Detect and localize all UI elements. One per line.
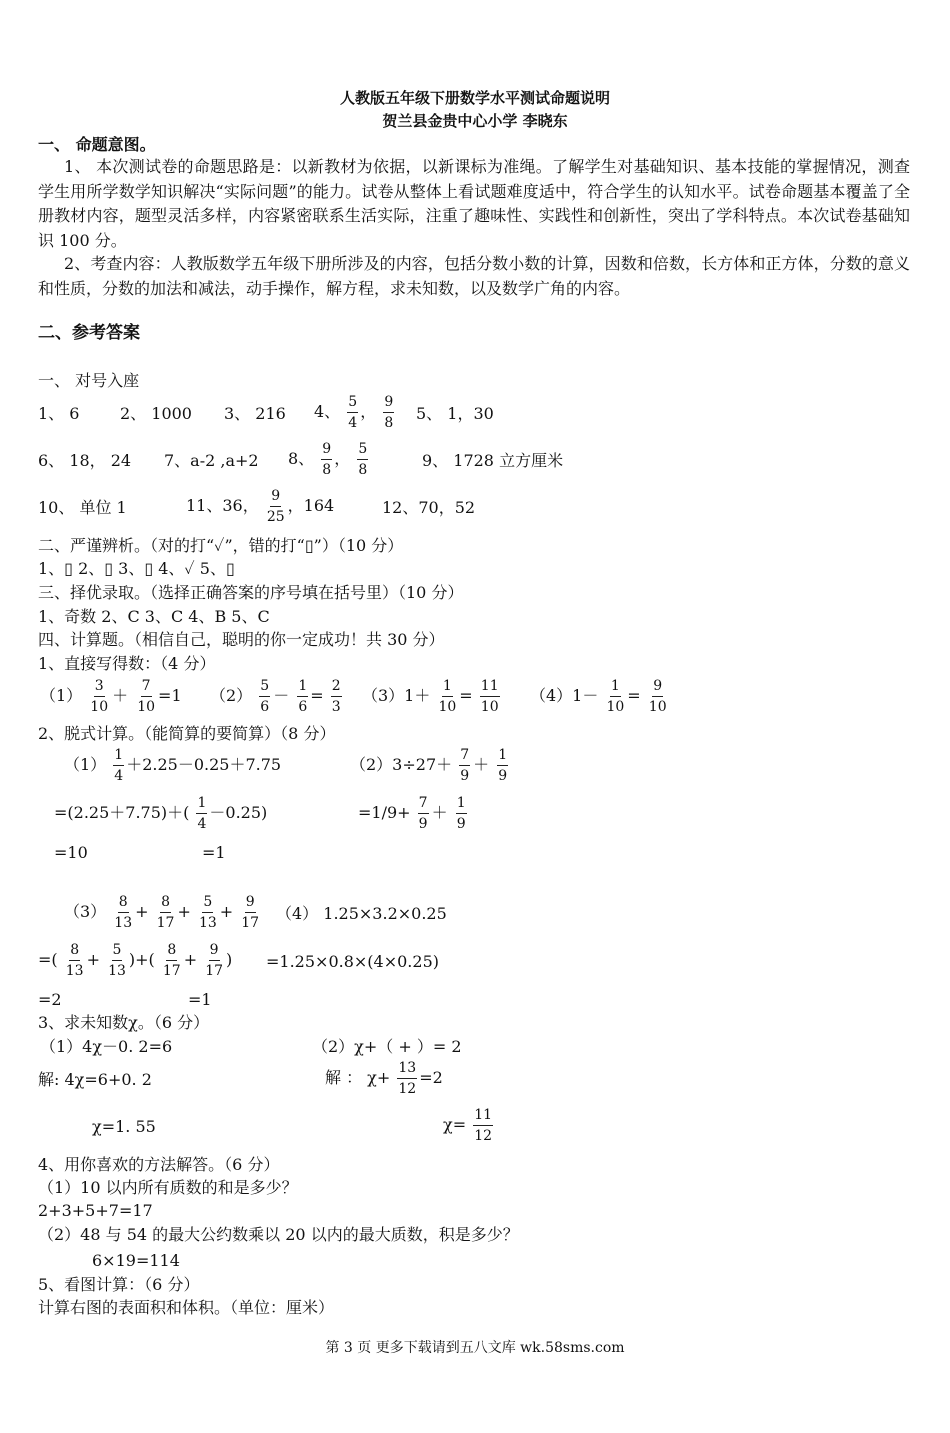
fraction: $\frac{1}{10}$	[438, 678, 457, 715]
q3-item-1-step-1: 解: 4χ=6+0. 2	[38, 1070, 152, 1089]
q3-item-1-step-2: χ=1. 55	[92, 1117, 156, 1136]
q4-answer-1: 2+3+5+7=17	[38, 1201, 153, 1220]
part-4-q2-heading: 2、脱式计算。（能简算的要简算）（8 分）	[38, 724, 336, 743]
part-4-q1-heading: 1、直接写得数：（4 分）	[38, 654, 216, 673]
section-2-heading: 二、参考答案	[38, 323, 140, 343]
part-1-answer-11: 11、36， $\frac{9}{25}$ ，164	[186, 488, 335, 525]
fraction: $\frac{7}{9}$	[460, 747, 470, 784]
q4-answer-2: 6×19=114	[92, 1251, 180, 1270]
section-1-paragraph-2: 2、考查内容：人教版数学五年级下册所涉及的内容，包括分数小数的计算，因数和倍数，长方体和正方体，分数的意义和性质，分数的加法和减法，动手操作，解方程，求未知数，以及数学广角的内容。	[38, 254, 910, 298]
fraction: $\frac{1}{10}$	[606, 678, 625, 715]
part-4-q5-heading: 5、看图计算：（6 分）	[38, 1275, 200, 1294]
part-4-heading: 四、计算题。（相信自己，聪明的你一定成功！共 30 分）	[38, 630, 445, 649]
fraction: $\frac{9}{25}$	[266, 488, 285, 525]
q1-item-4: （4）1－ $\frac{1}{10}$ = $\frac{9}{10}$	[530, 678, 667, 715]
part-1-heading: 一、 对号入座	[38, 371, 140, 390]
fraction: $\frac{7}{9}$	[418, 795, 428, 832]
part-1-answer-4: 4、 $\frac{5}{4}$ ， $\frac{9}{8}$	[314, 394, 394, 431]
q2-item-4-step-2: =1	[188, 990, 212, 1009]
page-footer: 第 3 页 更多下载请到五八文库 wk.58sms.com	[325, 1340, 625, 1356]
q2-item-2-step-1: =1/9+ $\frac{7}{9}$ ＋ $\frac{1}{9}$	[358, 795, 466, 832]
part-3-answers: 1、奇数 2、C 3、C 4、B 5、C	[38, 607, 270, 626]
part-1-answer-6: 6、 18， 24	[38, 451, 132, 470]
q2-item-3-step-1: =( $\frac{8}{13}$ + $\frac{5}{13}$ )+( $\frac{8}{17}$ + $\frac{9}{17}$ )	[38, 942, 233, 979]
document-title: 人教版五年级下册数学水平测试命题说明	[339, 89, 610, 107]
fraction: $\frac{2}{3}$	[331, 678, 341, 715]
fraction: $\frac{9}{17}$	[241, 894, 260, 931]
fraction: $\frac{1}{4}$	[114, 747, 124, 784]
fraction: $\frac{5}{13}$	[198, 894, 217, 931]
part-2-answers: 1、▯ 2、▯ 3、▯ 4、✓ 5、▯	[38, 559, 235, 578]
q4-question-2: （2）48 与 54 的最大公约数乘以 20 以内的最大质数，积是多少？	[38, 1225, 519, 1244]
part-1-answer-5: 5、 1，30	[416, 404, 494, 423]
fraction: $\frac{8}{17}$	[156, 894, 175, 931]
q2-item-2: （2）3÷27＋ $\frac{7}{9}$ ＋ $\frac{1}{9}$	[350, 747, 508, 784]
part-2-heading: 二、严谨辨析。（对的打“✓”，错的打“▯”）（10 分）	[38, 536, 404, 555]
part-1-answer-9: 9、 1728 立方厘米	[422, 451, 564, 470]
fraction: $\frac{5}{6}$	[260, 678, 270, 715]
q2-item-3: （3） $\frac{8}{13}$ + $\frac{8}{17}$ + $\frac{5}{13}$ + $\frac{9}{17}$	[64, 894, 260, 931]
fraction: $\frac{5}{13}$	[108, 942, 126, 979]
fraction: $\frac{9}{10}$	[648, 678, 667, 715]
part-4-q4-heading: 4、用你喜欢的方法解答。（6 分）	[38, 1155, 280, 1174]
fraction: $\frac{5}{4}$	[348, 394, 358, 431]
fraction: $\frac{9}{8}$	[322, 441, 332, 478]
fraction: $\frac{8}{17}$	[162, 942, 181, 979]
q3-item-2-step-1: 解 ： χ+ $\frac{13}{12}$ =2	[325, 1060, 443, 1097]
part-1-answer-8: 8、 $\frac{9}{8}$ ， $\frac{5}{8}$	[288, 441, 368, 478]
q1-item-3: （3）1＋ $\frac{1}{10}$ = $\frac{11}{10}$	[362, 678, 499, 715]
fraction: $\frac{9}{17}$	[205, 942, 224, 979]
q3-item-1: （1）4χ－0. 2=6	[40, 1037, 173, 1056]
q3-item-2-step-2: χ= $\frac{11}{12}$	[443, 1107, 493, 1144]
part-1-answer-1: 1、 6	[38, 404, 80, 423]
fraction: $\frac{11}{12}$	[474, 1107, 493, 1144]
part-1-answer-3: 3、 216	[224, 404, 286, 423]
part-3-heading: 三、择优录取。（选择正确答案的序号填在括号里）（10 分）	[38, 583, 464, 602]
part-1-answer-12: 12、70，52	[382, 498, 476, 517]
part-1-answer-7: 7、a-2 ,a+2	[164, 451, 259, 470]
document-subtitle: 贺兰县金贵中心小学 李晓东	[382, 112, 568, 130]
q2-item-1-step-2: =10	[54, 843, 88, 862]
fraction: $\frac{8}{13}$	[114, 894, 133, 931]
fraction: $\frac{11}{10}$	[480, 678, 499, 715]
fraction: $\frac{3}{10}$	[90, 678, 109, 715]
part-4-q3-heading: 3、求未知数χ。（6 分）	[38, 1013, 210, 1032]
fraction: $\frac{1}{9}$	[498, 747, 508, 784]
fraction: $\frac{7}{10}$	[137, 678, 156, 715]
part-1-answer-10: 10、 单位 1	[38, 498, 127, 517]
fraction: $\frac{9}{8}$	[384, 394, 394, 431]
fraction: $\frac{5}{8}$	[358, 441, 368, 478]
q1-item-1: （1） $\frac{3}{10}$ ＋ $\frac{7}{10}$ =1	[40, 678, 182, 715]
section-1-paragraph-1: 1、 本次测试卷的命题思路是：以新教材为依据，以新课标为准绳。了解学生对基础知识、基本技能的掌握情况，测查学生用所学数学知识解决“实际问题”的能力。试卷从整体上看试题难度适中，符合学生的认知水平。试卷命题基本覆盖了全册教材内容，题型灵活多样，内容紧密联系生活实际，注重了趣味性、实践性和创新性，突出了学科特点。本次试卷基础知识 100 分。	[38, 157, 910, 250]
q4-question-1: （1）10 以内所有质数的和是多少？	[38, 1178, 298, 1197]
fraction: $\frac{13}{12}$	[398, 1060, 417, 1097]
fraction: $\frac{1}{6}$	[298, 678, 308, 715]
q2-item-1: （1） $\frac{1}{4}$ ＋2.25－0.25＋7.75	[64, 747, 282, 784]
q3-item-2: （2）χ+（ + ）= 2	[312, 1037, 462, 1056]
q2-item-1-step-3: =1	[202, 843, 226, 862]
q2-item-4-step-1: =1.25×0.8×(4×0.25)	[266, 952, 439, 971]
part-1-answer-2: 2、 1000	[120, 404, 192, 423]
q2-item-4: （4） 1.25×3.2×0.25	[276, 904, 447, 923]
section-1-heading: 一、 命题意图。	[38, 135, 156, 154]
fraction: $\frac{1}{9}$	[456, 795, 466, 832]
fraction: $\frac{1}{4}$	[197, 795, 207, 832]
q2-item-1-step-1: =(2.25＋7.75)＋( $\frac{1}{4}$ －0.25)	[54, 795, 268, 832]
q1-item-2: （2） $\frac{5}{6}$ － $\frac{1}{6}$ = $\frac{2}{3}$	[210, 678, 341, 715]
q2-item-3-step-2: =2	[38, 990, 62, 1009]
fraction: $\frac{8}{13}$	[65, 942, 84, 979]
q5-text: 计算右图的表面积和体积。（单位：厘米）	[38, 1298, 335, 1317]
